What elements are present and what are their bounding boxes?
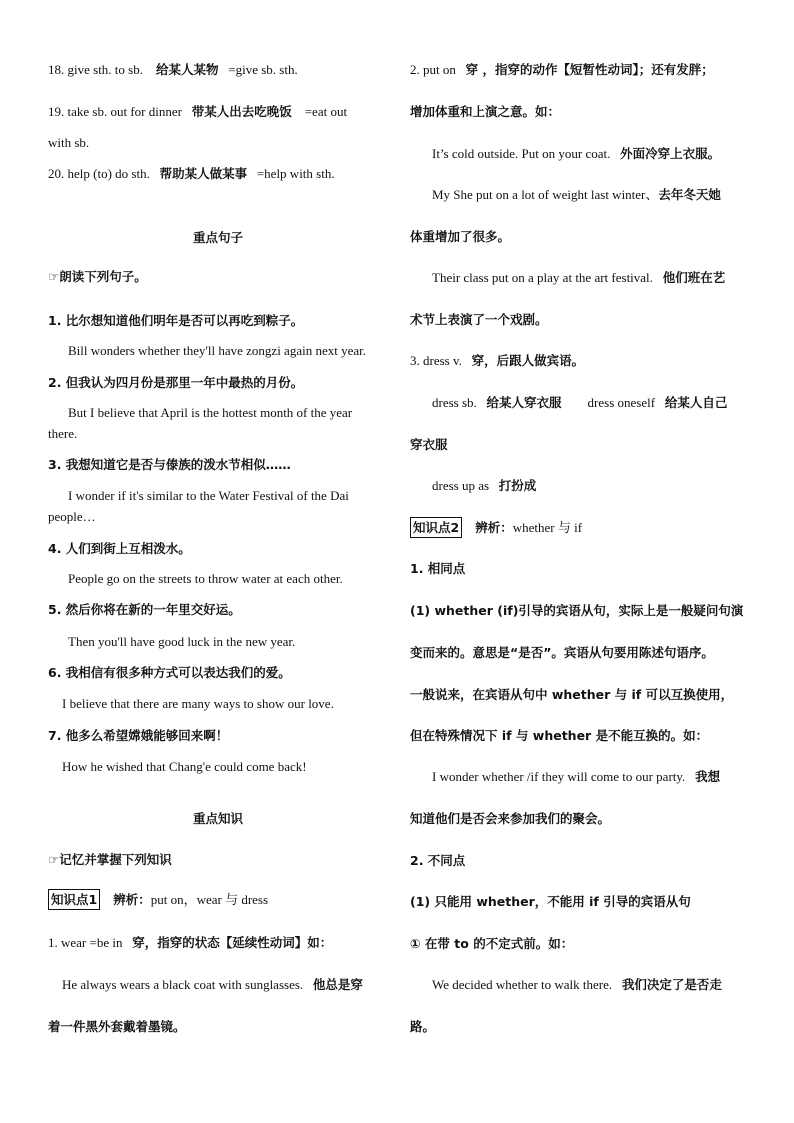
wear-example [62,976,363,994]
differences-rule-1a: ① 在带 to 的不定式前。如： [410,936,574,951]
read-aloud-instruction: ☞朗读下列句子。 [48,269,147,284]
differences-title: 2. 不同点 [410,853,466,868]
phrase-19-cont: with sb. [48,135,90,150]
knowledge-point-2 [410,517,582,538]
phrase-19-cn: 带某人出去吃晚饭 [191,104,292,119]
similarities-para-1: (1) whether (if)引导的宾语从句，实际上是一般疑问句演 [410,603,744,618]
wear-definition [48,934,332,952]
knowledge-point-2-badge: 知识点2 [410,517,462,538]
phrase-20-en: 20. help (to) do sth. [48,166,150,181]
dress-definition-cn: 穿，后跟人做宾语。 [471,353,585,368]
wear-definition-en: 1. wear =be in [48,935,123,950]
wear-example-en: He always wears a black coat with sunglasses. [62,977,304,992]
knowledge-point-1-label: 辨析： [113,892,151,907]
dress-oneself-cn-1: 给某人自己 [664,395,728,410]
puton-definition-en: 2. put on [410,62,456,77]
differences-example [432,976,722,994]
differences-example-cn-1: 我们决定了是否走 [621,977,722,992]
sentence-2-en-line1: But I believe that April is the hottest month of the year [68,405,353,420]
puton-example-2-cn-1: 去年冬天她 [658,187,721,202]
sentence-1-cn: 1. 比尔想知道他们明年是否可以再吃到粽子。 [48,313,304,328]
knowledge-point-1-words: put on，wear 与 dress [150,892,269,907]
puton-example-1-en: It’s cold outside. Put on your coat. [432,146,611,161]
sentence-3-en-line2: people… [48,509,96,524]
dress-definition [410,352,584,370]
puton-example-1-cn: 外面冷穿上衣服。 [620,146,721,161]
wear-definition-cn: 穿，指穿的状态【延续性动词】如： [132,935,333,950]
sentence-2-cn: 2. 但我认为四月份是那里一年中最热的月份。 [48,375,304,390]
knowledge-point-1 [48,889,268,910]
differences-example-en: We decided whether to walk there. [432,977,613,992]
similarities-para-4: 但在特殊情况下 if 与 whether 是不能互换的。如： [410,728,709,743]
similarities-title: 1. 相同点 [410,561,466,576]
wear-example-cn-2: 着一件黑外套戴着墨镜。 [48,1019,186,1034]
memorize-instruction: ☞记忆并掌握下列知识 [48,852,172,867]
dress-oneself-en: dress oneself [587,395,656,410]
differences-example-cn-2: 路。 [410,1019,436,1034]
similarities-example [432,768,720,786]
knowledge-point-1-badge: 知识点1 [48,889,100,910]
similarities-para-2: 变而来的。意思是“是否”。宾语从句要用陈述句语序。 [410,645,714,660]
differences-rule-1: (1) 只能用 whether，不能用 if 引导的宾语从句 [410,894,691,909]
wear-example-cn-1: 他总是穿 [312,977,363,992]
puton-definition-cn-1: 穿 ，指穿的动作【短暂性动词】；还有发胖； [465,62,714,77]
puton-example-1 [432,145,720,163]
dress-oneself-cn-2: 穿衣服 [410,437,448,452]
sentence-1-en: Bill wonders whether they'll have zongzi again next year. [68,343,366,358]
puton-example-2 [432,186,721,204]
sentence-7-en: How he wished that Chang'e could come back! [62,759,307,774]
sentence-4-en: People go on the streets to throw water at each other. [68,571,343,586]
phrase-19 [48,103,347,121]
puton-example-3-cn-1: 他们班在艺 [662,270,726,285]
sentence-6-cn: 6. 我相信有很多种方式可以表达我们的爱。 [48,665,291,680]
knowledge-point-2-words: whether 与 if [512,520,583,535]
phrase-20 [48,165,335,183]
section-title-key-knowledge: 重点知识 [192,811,243,826]
sentence-3-cn: 3. 我想知道它是否与傣族的泼水节相似…… [48,457,291,472]
sentence-5-en: Then you'll have good luck in the new year. [68,634,296,649]
sentence-2-en-line2: there. [48,426,78,441]
puton-definition [410,61,714,79]
phrase-20-cn: 帮助某人做某事 [159,166,248,181]
puton-example-2-en: My She put on a lot of weight last winter、 [432,187,659,202]
phrase-19-eq: =eat out [304,104,348,119]
similarities-example-en: I wonder whether /if they will come to our party. [432,769,686,784]
dress-usage [432,394,727,412]
dress-up-as-cn: 打扮成 [498,478,537,493]
phrase-18-cn: 给某人某物 [155,62,219,77]
dress-up-as-en: dress up as [432,478,490,493]
phrase-18-eq: =give sb. sth. [228,62,298,77]
dress-sb-en: dress sb. [432,395,477,410]
phrase-20-eq: =help with sth. [256,166,335,181]
sentence-6-en: I believe that there are many ways to show our love. [62,696,334,711]
puton-example-3 [432,269,725,287]
puton-example-3-en: Their class put on a play at the art festival. [432,270,653,285]
dress-definition-en: 3. dress v. [410,353,462,368]
phrase-19-en: 19. take sb. out for dinner [48,104,182,119]
similarities-example-cn-2: 知道他们是否会来参加我们的聚会。 [410,811,611,826]
sentence-5-cn: 5. 然后你将在新的一年里交好运。 [48,602,241,617]
sentence-7-cn: 7. 他多么希望嫦娥能够回来啊！ [48,728,229,743]
sentence-3-en-line1: I wonder if it's similar to the Water Festival of the Dai [68,488,349,503]
phrase-18-en: 18. give sth. to sb. [48,62,143,77]
section-title-key-sentences: 重点句子 [192,230,243,245]
phrase-18 [48,61,298,79]
similarities-para-3: 一般说来，在宾语从句中 whether 与 if 可以互换使用， [410,687,734,702]
similarities-example-cn-1: 我想 [695,769,721,784]
knowledge-point-2-label: 辨析： [475,520,513,535]
puton-definition-cn-2: 增加体重和上演之意。如： [410,104,561,119]
puton-example-2-cn-2: 体重增加了很多。 [410,229,511,244]
dress-up-as [432,477,536,495]
sentence-4-cn: 4. 人们到街上互相泼水。 [48,541,191,556]
dress-sb-cn: 给某人穿衣服 [486,395,562,410]
puton-example-3-cn-2: 术节上表演了一个戏剧。 [410,312,548,327]
